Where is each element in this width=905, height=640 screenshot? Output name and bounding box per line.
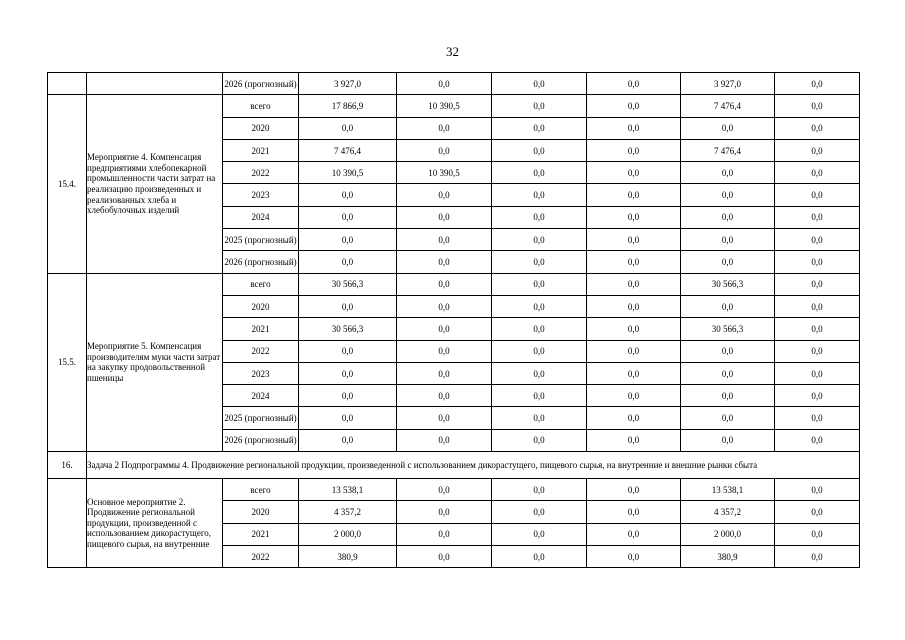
value-cell: 0,0 — [587, 95, 681, 117]
value-cell: 380,9 — [681, 545, 775, 567]
value-cell: 0,0 — [775, 340, 860, 362]
item-name: Основное мероприятие 2. Продвижение региональной продукции, произведенной с использованием дикорастущего, пищевого сырья, на внутренние — [87, 479, 223, 568]
value-cell: 0,0 — [775, 501, 860, 523]
value-cell: 0,0 — [397, 184, 492, 206]
value-cell: 0,0 — [775, 385, 860, 407]
value-cell: 0,0 — [775, 117, 860, 139]
value-cell: 0,0 — [587, 295, 681, 317]
value-cell: 0,0 — [492, 73, 587, 95]
item-number — [48, 479, 87, 568]
value-cell: 0,0 — [587, 206, 681, 228]
value-cell: 0,0 — [492, 318, 587, 340]
value-cell: 0,0 — [397, 295, 492, 317]
year-cell: 2023 — [223, 184, 299, 206]
item-name: Мероприятие 5. Компенсация производителям муки части затрат на закупку продовольственной пшеницы — [87, 273, 223, 451]
value-cell: 0,0 — [492, 479, 587, 501]
table-row — [48, 95, 860, 117]
value-cell: 0,0 — [397, 73, 492, 95]
value-cell: 0,0 — [492, 251, 587, 273]
value-cell: 0,0 — [681, 251, 775, 273]
value-cell: 0,0 — [397, 318, 492, 340]
value-cell: 0,0 — [299, 340, 397, 362]
page-number: 32 — [446, 44, 459, 59]
value-cell: 0,0 — [681, 117, 775, 139]
value-cell: 0,0 — [492, 139, 587, 161]
value-cell: 0,0 — [587, 251, 681, 273]
value-cell: 0,0 — [492, 523, 587, 545]
value-cell: 0,0 — [397, 206, 492, 228]
value-cell: 7 476,4 — [299, 139, 397, 161]
value-cell: 4 357,2 — [299, 501, 397, 523]
value-cell: 0,0 — [775, 479, 860, 501]
value-cell: 0,0 — [397, 523, 492, 545]
value-cell: 0,0 — [587, 117, 681, 139]
value-cell: 0,0 — [775, 73, 860, 95]
table-row — [48, 273, 860, 295]
value-cell: 0,0 — [681, 184, 775, 206]
value-cell: 7 476,4 — [681, 139, 775, 161]
value-cell: 0,0 — [775, 162, 860, 184]
year-cell: всего — [223, 273, 299, 295]
year-cell: 2024 — [223, 385, 299, 407]
value-cell: 0,0 — [587, 545, 681, 567]
value-cell: 0,0 — [775, 362, 860, 384]
task-text: Задача 2 Подпрограммы 4. Продвижение региональной продукции, произведенной с использованием дикорастущего, пищевого сырья, на внутренние и внешние рынки сбыта — [87, 452, 860, 479]
value-cell: 0,0 — [775, 407, 860, 429]
value-cell: 0,0 — [397, 407, 492, 429]
value-cell: 0,0 — [397, 362, 492, 384]
year-cell: 2020 — [223, 295, 299, 317]
value-cell: 0,0 — [681, 340, 775, 362]
value-cell: 0,0 — [587, 184, 681, 206]
year-cell: 2021 — [223, 523, 299, 545]
value-cell: 17 866,9 — [299, 95, 397, 117]
value-cell: 0,0 — [299, 429, 397, 451]
item-number: 15.4. — [48, 95, 87, 273]
value-cell: 30 566,3 — [681, 273, 775, 295]
value-cell: 0,0 — [587, 229, 681, 251]
value-cell: 3 927,0 — [681, 73, 775, 95]
value-cell: 0,0 — [681, 407, 775, 429]
table-row — [48, 479, 860, 501]
value-cell: 10 390,5 — [299, 162, 397, 184]
value-cell: 0,0 — [775, 545, 860, 567]
value-cell: 0,0 — [299, 385, 397, 407]
year-cell: 2022 — [223, 162, 299, 184]
value-cell: 2 000,0 — [681, 523, 775, 545]
value-cell: 0,0 — [492, 429, 587, 451]
value-cell: 0,0 — [775, 295, 860, 317]
value-cell: 0,0 — [397, 429, 492, 451]
value-cell: 0,0 — [397, 545, 492, 567]
value-cell: 0,0 — [492, 501, 587, 523]
value-cell: 0,0 — [587, 73, 681, 95]
task-number: 16. — [48, 452, 87, 479]
value-cell: 0,0 — [681, 295, 775, 317]
value-cell: 0,0 — [775, 95, 860, 117]
value-cell: 2 000,0 — [299, 523, 397, 545]
value-cell: 0,0 — [397, 273, 492, 295]
value-cell: 30 566,3 — [681, 318, 775, 340]
value-cell: 0,0 — [775, 523, 860, 545]
value-cell: 3 927,0 — [299, 73, 397, 95]
value-cell: 0,0 — [492, 340, 587, 362]
item-name: Мероприятие 4. Компенсация предприятиями хлебопекарной промышленности части затрат на реализацию произведенных и реализованных хлеба и хлебобулочных изделий — [87, 95, 223, 273]
value-cell: 0,0 — [397, 251, 492, 273]
value-cell: 0,0 — [587, 139, 681, 161]
value-cell: 0,0 — [299, 206, 397, 228]
value-cell: 0,0 — [587, 162, 681, 184]
value-cell: 380,9 — [299, 545, 397, 567]
year-cell: 2025 (прогнозный) — [223, 229, 299, 251]
value-cell: 0,0 — [492, 362, 587, 384]
value-cell: 0,0 — [397, 117, 492, 139]
value-cell: 0,0 — [775, 229, 860, 251]
value-cell: 0,0 — [587, 273, 681, 295]
year-cell: 2020 — [223, 501, 299, 523]
budget-table — [47, 72, 860, 568]
value-cell: 10 390,5 — [397, 162, 492, 184]
year-cell: всего — [223, 479, 299, 501]
value-cell: 0,0 — [681, 385, 775, 407]
value-cell: 0,0 — [492, 117, 587, 139]
year-cell: 2020 — [223, 117, 299, 139]
year-cell: 2024 — [223, 206, 299, 228]
value-cell: 0,0 — [587, 407, 681, 429]
year-cell: 2022 — [223, 340, 299, 362]
year-cell: 2021 — [223, 318, 299, 340]
value-cell: 0,0 — [587, 362, 681, 384]
value-cell: 0,0 — [492, 385, 587, 407]
value-cell: 0,0 — [587, 523, 681, 545]
item-number — [48, 73, 87, 95]
value-cell: 0,0 — [681, 362, 775, 384]
value-cell: 0,0 — [397, 229, 492, 251]
year-cell: всего — [223, 95, 299, 117]
value-cell: 0,0 — [492, 162, 587, 184]
value-cell: 0,0 — [681, 162, 775, 184]
value-cell: 13 538,1 — [299, 479, 397, 501]
value-cell: 0,0 — [492, 407, 587, 429]
value-cell: 0,0 — [299, 229, 397, 251]
value-cell: 0,0 — [492, 295, 587, 317]
value-cell: 30 566,3 — [299, 318, 397, 340]
value-cell: 0,0 — [587, 385, 681, 407]
value-cell: 0,0 — [775, 139, 860, 161]
value-cell: 0,0 — [397, 139, 492, 161]
value-cell: 0,0 — [775, 273, 860, 295]
value-cell: 0,0 — [299, 251, 397, 273]
value-cell: 0,0 — [492, 273, 587, 295]
year-cell: 2026 (прогнозный) — [223, 251, 299, 273]
value-cell: 0,0 — [775, 429, 860, 451]
value-cell: 0,0 — [587, 340, 681, 362]
value-cell: 0,0 — [681, 206, 775, 228]
table-row — [48, 73, 860, 95]
year-cell: 2022 — [223, 545, 299, 567]
year-cell: 2026 (прогнозный) — [223, 73, 299, 95]
value-cell: 0,0 — [299, 407, 397, 429]
value-cell: 0,0 — [587, 501, 681, 523]
value-cell: 30 566,3 — [299, 273, 397, 295]
value-cell: 0,0 — [397, 479, 492, 501]
value-cell: 0,0 — [587, 479, 681, 501]
year-cell: 2023 — [223, 362, 299, 384]
value-cell: 0,0 — [397, 501, 492, 523]
value-cell: 0,0 — [397, 340, 492, 362]
value-cell: 0,0 — [587, 429, 681, 451]
value-cell: 0,0 — [397, 385, 492, 407]
value-cell: 0,0 — [299, 184, 397, 206]
value-cell: 0,0 — [492, 229, 587, 251]
value-cell: 13 538,1 — [681, 479, 775, 501]
value-cell: 0,0 — [681, 229, 775, 251]
value-cell: 0,0 — [492, 95, 587, 117]
value-cell: 0,0 — [299, 295, 397, 317]
value-cell: 0,0 — [681, 429, 775, 451]
year-cell: 2025 (прогнозный) — [223, 407, 299, 429]
value-cell: 0,0 — [299, 117, 397, 139]
year-cell: 2026 (прогнозный) — [223, 429, 299, 451]
value-cell: 0,0 — [492, 184, 587, 206]
value-cell: 0,0 — [492, 545, 587, 567]
value-cell: 4 357,2 — [681, 501, 775, 523]
task-row — [48, 452, 860, 479]
item-name — [87, 73, 223, 95]
value-cell: 0,0 — [775, 318, 860, 340]
year-cell: 2021 — [223, 139, 299, 161]
value-cell: 0,0 — [492, 206, 587, 228]
value-cell: 0,0 — [775, 206, 860, 228]
value-cell: 0,0 — [775, 251, 860, 273]
value-cell: 0,0 — [775, 184, 860, 206]
value-cell: 10 390,5 — [397, 95, 492, 117]
value-cell: 7 476,4 — [681, 95, 775, 117]
value-cell: 0,0 — [299, 362, 397, 384]
item-number: 15.5. — [48, 273, 87, 451]
value-cell: 0,0 — [587, 318, 681, 340]
